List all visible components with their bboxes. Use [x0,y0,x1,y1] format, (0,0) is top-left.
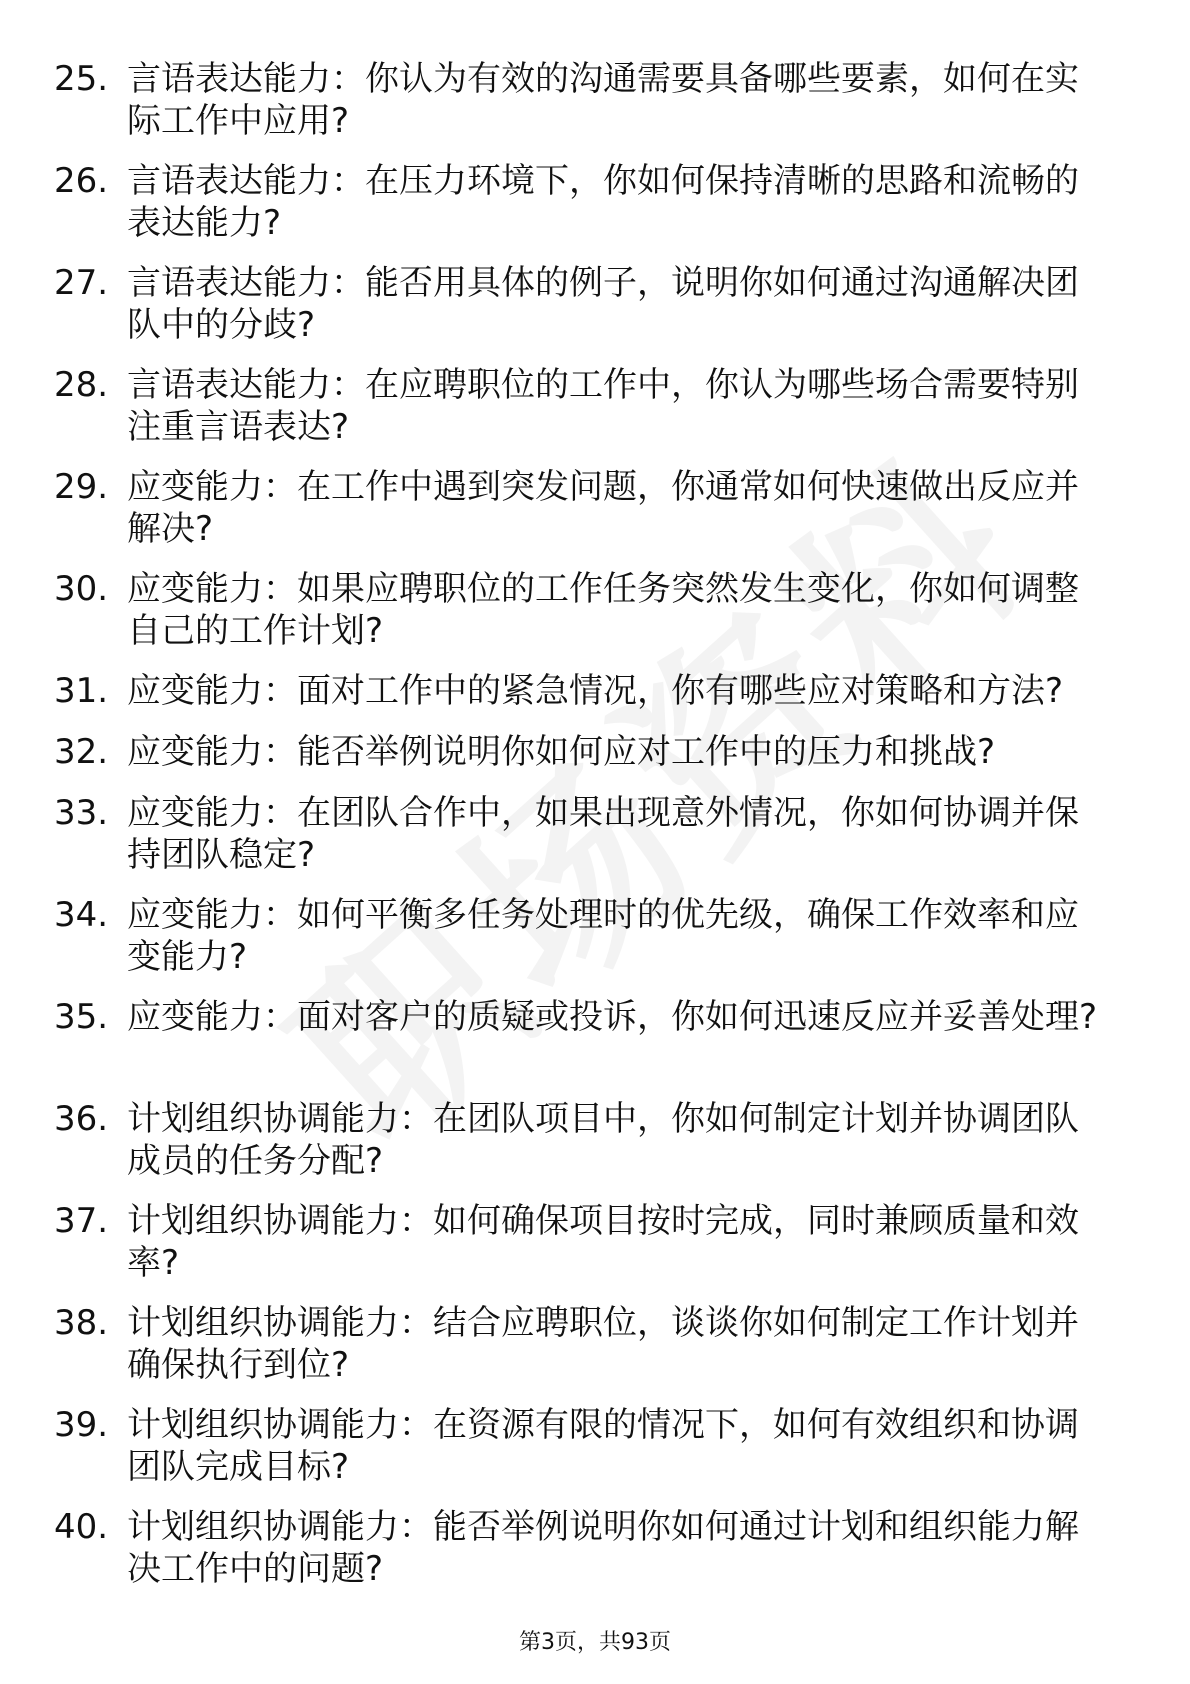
question-item [0,1098,1190,1200]
question-item [0,262,1190,364]
question-item [0,731,1190,792]
question-item [0,1302,1190,1404]
question-number: 25. [54,59,109,99]
question-number: 30. [54,569,109,609]
question-number: 32. [54,732,109,772]
question-text: 言语表达能力：你认为有效的沟通需要具备哪些要素，如何在实际工作中应用? [127,59,1079,141]
question-number: 35. [54,997,109,1037]
question-text: 言语表达能力：在压力环境下，你如何保持清晰的思路和流畅的表达能力? [127,161,1079,243]
question-number: 28. [54,365,109,405]
page-number-label: 第3页，共93页 [519,1630,671,1655]
question-number: 27. [54,263,109,303]
question-text: 应变能力：面对客户的质疑或投诉，你如何迅速反应并妥善处理? [127,997,1098,1037]
question-number: 36. [54,1099,109,1139]
question-item [0,1200,1190,1302]
question-text: 言语表达能力：在应聘职位的工作中，你认为哪些场合需要特别注重言语表达? [127,365,1079,447]
question-number: 34. [54,895,109,935]
page-footer [0,1629,1190,1657]
question-item [0,894,1190,996]
question-text: 计划组织协调能力：在资源有限的情况下，如何有效组织和协调团队完成目标? [127,1405,1079,1487]
question-number: 39. [54,1405,109,1445]
question-item [0,670,1190,731]
question-text: 言语表达能力：能否用具体的例子，说明你如何通过沟通解决团队中的分歧? [127,263,1079,345]
question-text: 计划组织协调能力：能否举例说明你如何通过计划和组织能力解决工作中的问题? [127,1507,1079,1589]
question-number: 38. [54,1303,109,1343]
question-item [0,792,1190,894]
question-text: 应变能力：如何平衡多任务处理时的优先级，确保工作效率和应变能力? [127,895,1079,977]
question-text: 应变能力：在团队合作中，如果出现意外情况，你如何协调并保持团队稳定? [127,793,1079,875]
question-text: 应变能力：如果应聘职位的工作任务突然发生变化，你如何调整自己的工作计划? [127,569,1079,651]
question-list [0,58,1190,1608]
question-number: 37. [54,1201,109,1241]
question-item [0,568,1190,670]
question-number: 29. [54,467,109,507]
question-item [0,58,1190,160]
question-item [0,1404,1190,1506]
question-number: 33. [54,793,109,833]
question-number: 31. [54,671,109,711]
question-item [0,1506,1190,1608]
question-text: 应变能力：能否举例说明你如何应对工作中的压力和挑战? [127,732,996,772]
question-text: 应变能力：在工作中遇到突发问题，你通常如何快速做出反应并解决? [127,467,1079,549]
question-item [0,364,1190,466]
question-item [0,466,1190,568]
question-text: 应变能力：面对工作中的紧急情况，你有哪些应对策略和方法? [127,671,1064,711]
question-number: 26. [54,161,109,201]
question-item [0,160,1190,262]
question-text: 计划组织协调能力：结合应聘职位，谈谈你如何制定工作计划并确保执行到位? [127,1303,1079,1385]
question-text: 计划组织协调能力：在团队项目中，你如何制定计划并协调团队成员的任务分配? [127,1099,1079,1181]
question-text: 计划组织协调能力：如何确保项目按时完成，同时兼顾质量和效率? [127,1201,1079,1283]
question-item [0,996,1190,1098]
question-number: 40. [54,1507,109,1547]
